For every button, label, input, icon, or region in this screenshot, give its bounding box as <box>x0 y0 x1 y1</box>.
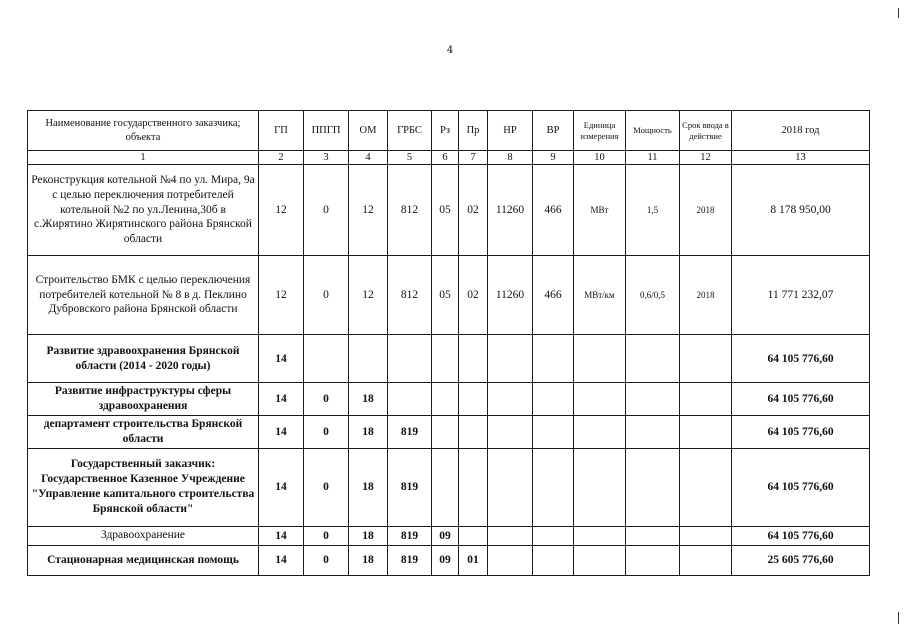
cell-unit: МВт <box>574 165 626 256</box>
cell-vr: 466 <box>533 165 574 256</box>
cell-ppgp: 0 <box>304 256 349 335</box>
cell-capacity <box>626 383 680 416</box>
column-numbers-row <box>28 151 870 165</box>
cell-ppgp: 0 <box>304 415 349 448</box>
cell-rz <box>432 448 459 526</box>
cell-pr <box>459 448 488 526</box>
cell-amount: 25 605 776,60 <box>732 545 870 575</box>
column-number: 12 <box>680 151 732 165</box>
column-number: 8 <box>488 151 533 165</box>
cell-amount: 8 178 950,00 <box>732 165 870 256</box>
column-number: 10 <box>574 151 626 165</box>
column-number: 2 <box>259 151 304 165</box>
cell-rz <box>432 383 459 416</box>
cell-vr: 466 <box>533 256 574 335</box>
cell-unit <box>574 448 626 526</box>
cell-rz: 05 <box>432 256 459 335</box>
header-row <box>28 111 870 151</box>
header-capacity: Мощность <box>626 111 680 151</box>
cell-pr <box>459 335 488 383</box>
cell-amount: 11 771 232,07 <box>732 256 870 335</box>
header-nr: НР <box>488 111 533 151</box>
header-name: Наименование государственного заказчика; объекта <box>28 111 259 151</box>
cell-gp: 14 <box>259 545 304 575</box>
cell-pr <box>459 415 488 448</box>
cell-term <box>680 415 732 448</box>
cell-amount: 64 105 776,60 <box>732 415 870 448</box>
column-number: 6 <box>432 151 459 165</box>
table-row <box>28 545 870 575</box>
cell-unit <box>574 383 626 416</box>
object-name: Строительство БМК с целью переключения потребителей котельной № 8 в д. Пеклино Дубровского района Брянской области <box>28 256 259 335</box>
cell-gp: 12 <box>259 165 304 256</box>
table-row <box>28 526 870 545</box>
cell-nr <box>488 335 533 383</box>
cell-ppgp <box>304 335 349 383</box>
cell-vr <box>533 383 574 416</box>
table-row <box>28 165 870 256</box>
cell-capacity <box>626 415 680 448</box>
object-name: Развитие инфраструктуры сферы здравоохранения <box>28 383 259 416</box>
cell-nr: 11260 <box>488 256 533 335</box>
header-amount: 2018 год <box>732 111 870 151</box>
scan-edge-mark <box>898 612 899 624</box>
cell-nr <box>488 545 533 575</box>
cell-vr <box>533 448 574 526</box>
table-row <box>28 256 870 335</box>
cell-grbs: 819 <box>388 526 432 545</box>
header-pr: Пр <box>459 111 488 151</box>
scan-edge-mark <box>898 8 899 18</box>
cell-rz <box>432 415 459 448</box>
cell-om <box>349 335 388 383</box>
cell-ppgp: 0 <box>304 545 349 575</box>
cell-term <box>680 383 732 416</box>
cell-pr: 01 <box>459 545 488 575</box>
cell-nr <box>488 526 533 545</box>
cell-grbs <box>388 335 432 383</box>
cell-grbs: 812 <box>388 256 432 335</box>
cell-nr <box>488 383 533 416</box>
cell-grbs <box>388 383 432 416</box>
cell-pr: 02 <box>459 256 488 335</box>
column-number: 9 <box>533 151 574 165</box>
cell-om: 18 <box>349 526 388 545</box>
table-row <box>28 415 870 448</box>
cell-gp: 14 <box>259 383 304 416</box>
cell-capacity <box>626 448 680 526</box>
cell-vr <box>533 415 574 448</box>
cell-rz: 05 <box>432 165 459 256</box>
cell-rz: 09 <box>432 545 459 575</box>
object-name: Здравоохранение <box>28 526 259 545</box>
cell-nr <box>488 415 533 448</box>
column-number: 5 <box>388 151 432 165</box>
cell-capacity <box>626 545 680 575</box>
object-name: департамент строительства Брянской области <box>28 415 259 448</box>
header-term: Срок ввода в действие <box>680 111 732 151</box>
object-name: Реконструкция котельной №4 по ул. Мира, 9а с целью переключения потребителей котельной №2 по ул.Ленина,30б в с.Жирятино Жирятинского района Брянской области <box>28 165 259 256</box>
cell-gp: 14 <box>259 448 304 526</box>
cell-nr <box>488 448 533 526</box>
header-rz: Рз <box>432 111 459 151</box>
cell-gp: 14 <box>259 335 304 383</box>
table-row <box>28 448 870 526</box>
cell-gp: 14 <box>259 415 304 448</box>
header-ppgp: ППГП <box>304 111 349 151</box>
cell-pr <box>459 383 488 416</box>
cell-term <box>680 545 732 575</box>
header-gp: ГП <box>259 111 304 151</box>
column-number: 1 <box>28 151 259 165</box>
cell-capacity <box>626 335 680 383</box>
cell-grbs: 819 <box>388 545 432 575</box>
column-number: 7 <box>459 151 488 165</box>
cell-om: 18 <box>349 448 388 526</box>
column-number: 4 <box>349 151 388 165</box>
page-number: 4 <box>446 45 454 56</box>
header-grbs: ГРБС <box>388 111 432 151</box>
cell-ppgp: 0 <box>304 526 349 545</box>
cell-rz <box>432 335 459 383</box>
header-unit: Единица измерения <box>574 111 626 151</box>
cell-om: 18 <box>349 545 388 575</box>
cell-grbs: 819 <box>388 448 432 526</box>
column-number: 3 <box>304 151 349 165</box>
cell-om: 18 <box>349 415 388 448</box>
cell-amount: 64 105 776,60 <box>732 335 870 383</box>
cell-unit: МВт/км <box>574 256 626 335</box>
cell-grbs: 812 <box>388 165 432 256</box>
cell-unit <box>574 545 626 575</box>
cell-term <box>680 448 732 526</box>
object-name: Развитие здравоохранения Брянской области (2014 - 2020 годы) <box>28 335 259 383</box>
cell-term <box>680 335 732 383</box>
column-number: 11 <box>626 151 680 165</box>
cell-capacity <box>626 526 680 545</box>
header-om: ОМ <box>349 111 388 151</box>
object-name: Стационарная медицинская помощь <box>28 545 259 575</box>
cell-unit <box>574 526 626 545</box>
cell-om: 12 <box>349 165 388 256</box>
cell-gp: 12 <box>259 256 304 335</box>
cell-term: 2018 <box>680 165 732 256</box>
cell-capacity: 0,6/0,5 <box>626 256 680 335</box>
cell-amount: 64 105 776,60 <box>732 526 870 545</box>
cell-grbs: 819 <box>388 415 432 448</box>
cell-pr: 02 <box>459 165 488 256</box>
cell-amount: 64 105 776,60 <box>732 448 870 526</box>
cell-unit <box>574 335 626 383</box>
cell-ppgp: 0 <box>304 383 349 416</box>
cell-ppgp: 0 <box>304 448 349 526</box>
cell-om: 18 <box>349 383 388 416</box>
table-row <box>28 383 870 416</box>
cell-pr <box>459 526 488 545</box>
table-row <box>28 335 870 383</box>
cell-ppgp: 0 <box>304 165 349 256</box>
cell-rz: 09 <box>432 526 459 545</box>
cell-vr <box>533 526 574 545</box>
cell-term <box>680 526 732 545</box>
column-number: 13 <box>732 151 870 165</box>
cell-gp: 14 <box>259 526 304 545</box>
cell-vr <box>533 335 574 383</box>
cell-om: 12 <box>349 256 388 335</box>
cell-term: 2018 <box>680 256 732 335</box>
cell-capacity: 1,5 <box>626 165 680 256</box>
cell-unit <box>574 415 626 448</box>
cell-amount: 64 105 776,60 <box>732 383 870 416</box>
cell-vr <box>533 545 574 575</box>
cell-nr: 11260 <box>488 165 533 256</box>
header-vr: ВР <box>533 111 574 151</box>
budget-table <box>27 110 870 576</box>
object-name: Государственный заказчик: Государственное Казенное Учреждение "Управление капитального строительства Брянской области" <box>28 448 259 526</box>
